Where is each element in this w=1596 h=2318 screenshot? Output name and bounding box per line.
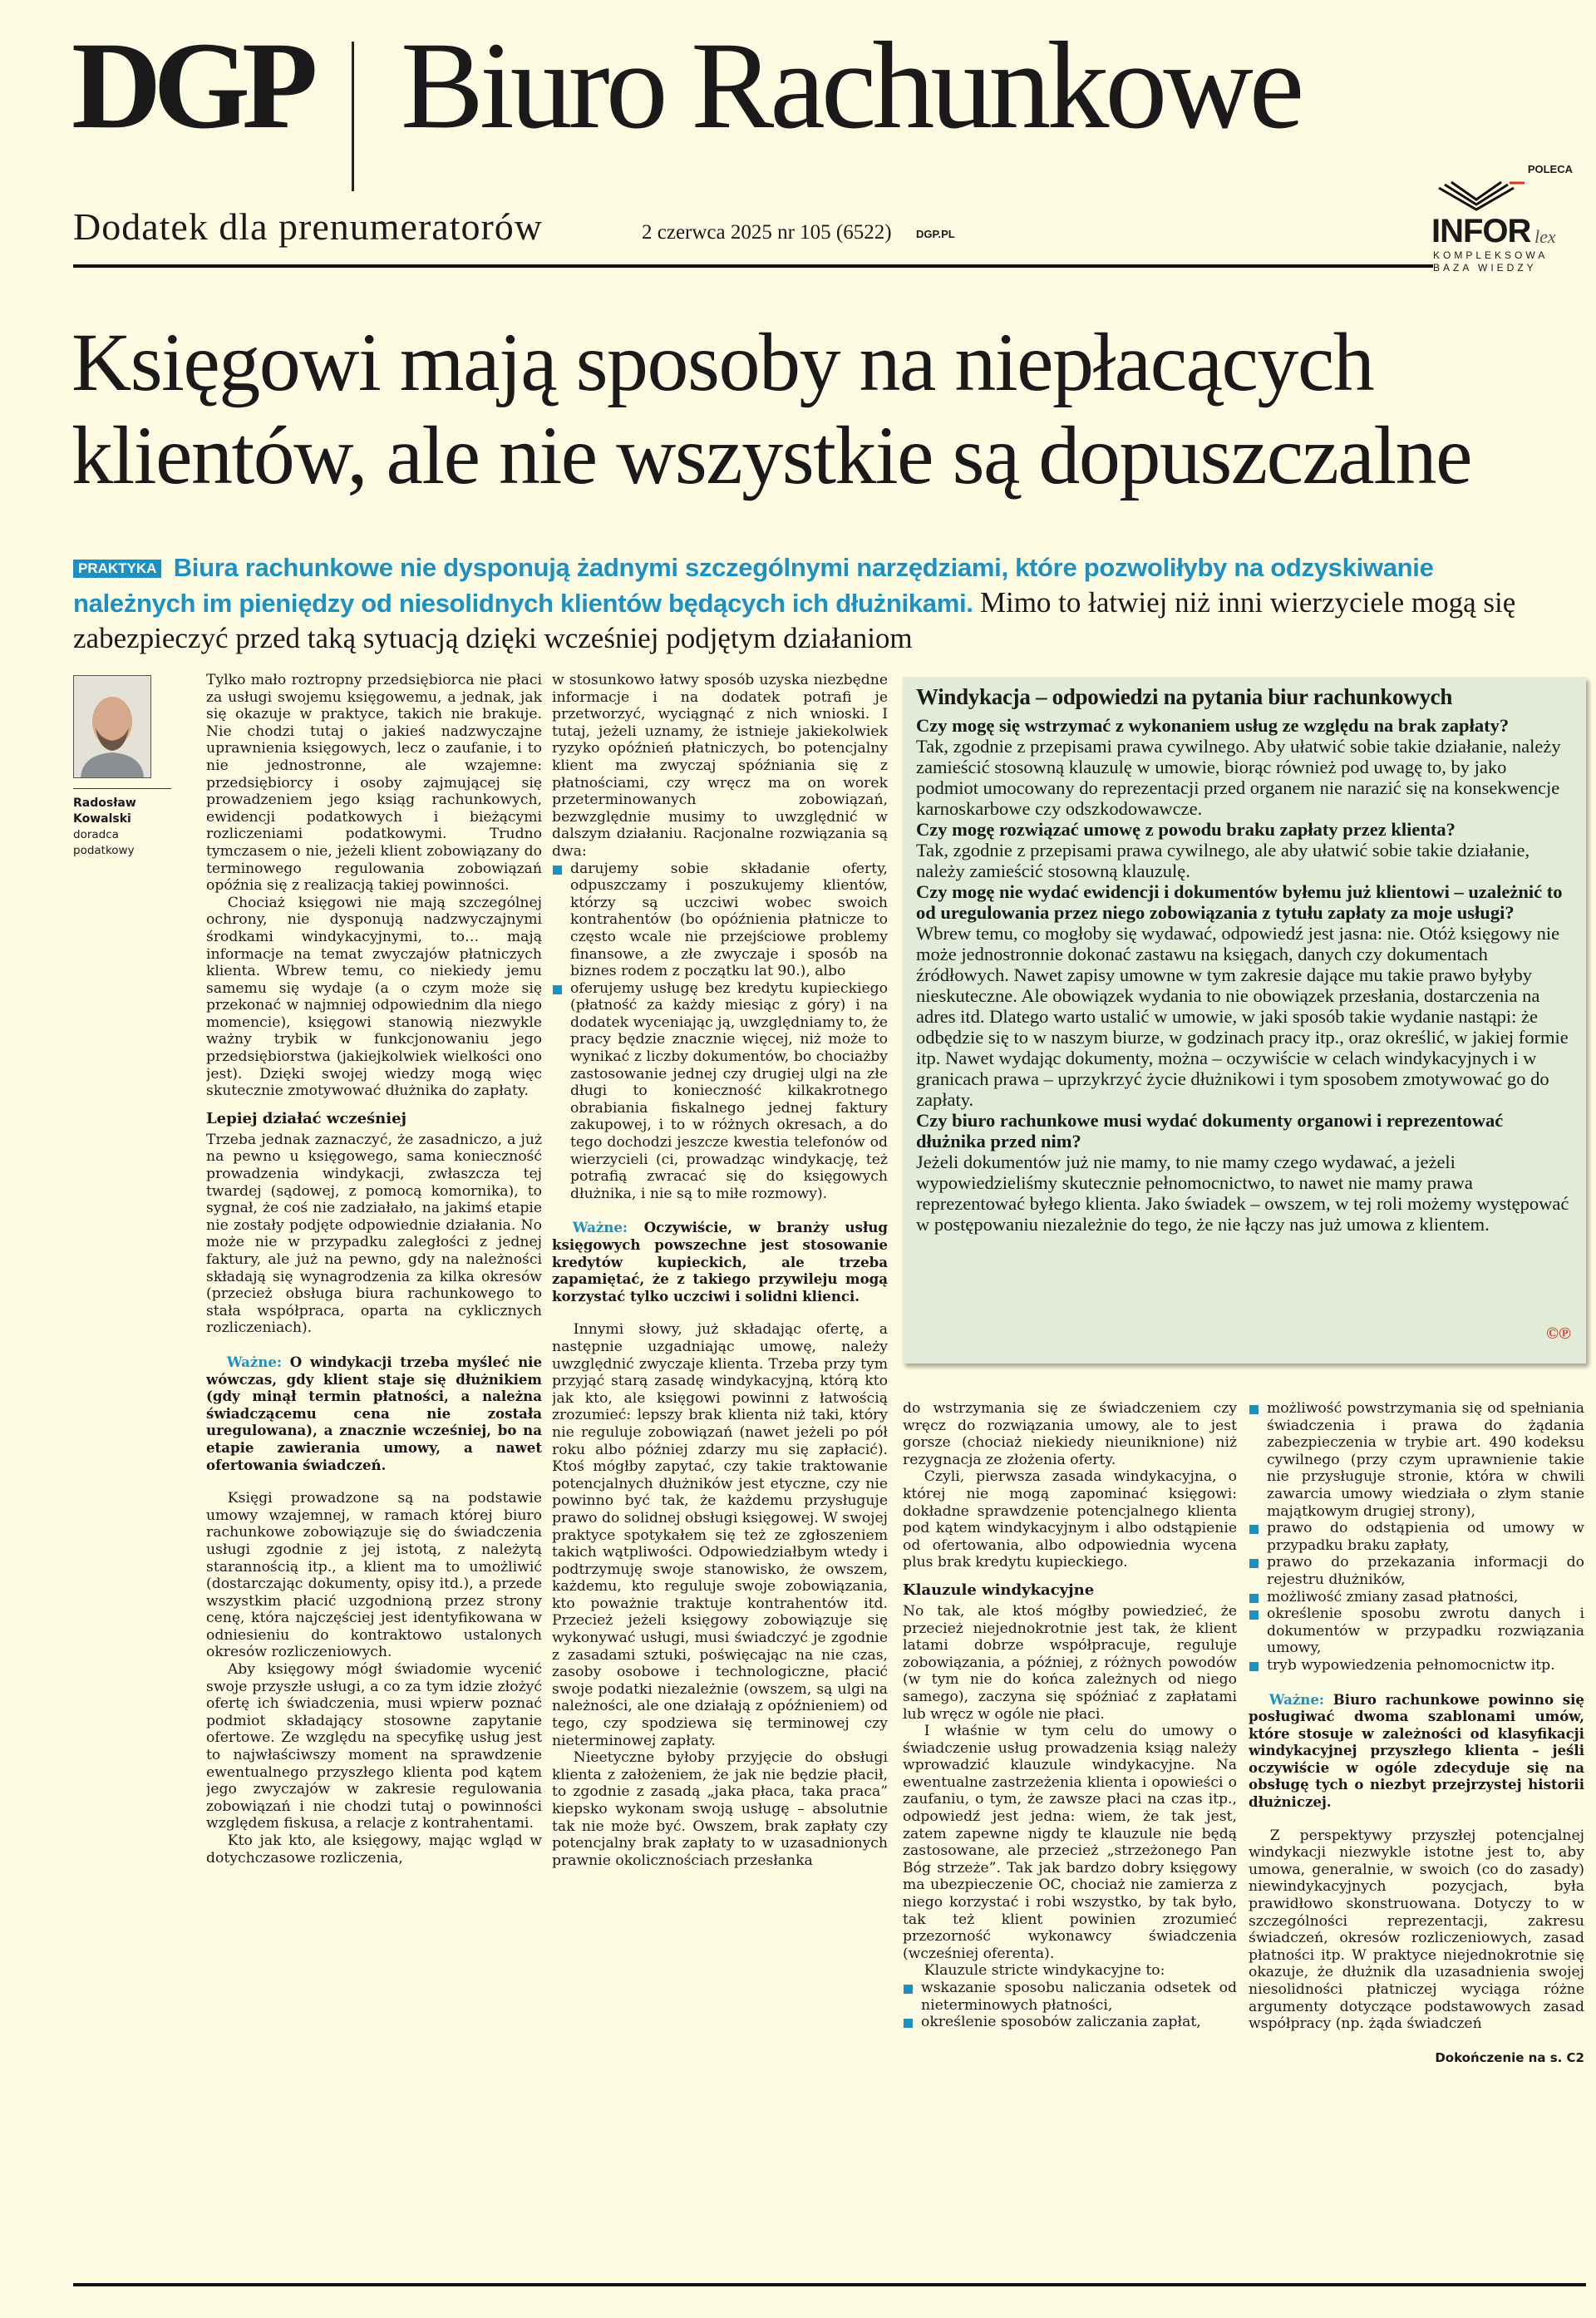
bullet-item bbox=[552, 980, 888, 1203]
bullet-item bbox=[1249, 1589, 1584, 1606]
author-role-1: doradca bbox=[73, 828, 119, 841]
bullet-item bbox=[903, 1980, 1237, 2014]
author-name-last: Kowalski bbox=[73, 812, 131, 826]
copyright-icon: ©℗ bbox=[1546, 1324, 1571, 1343]
bullet-text: określenie sposobu zwrotu danych i dokumentów w przypadku rozwiązania umowy, bbox=[1267, 1605, 1584, 1657]
article-column-3 bbox=[903, 1400, 1237, 2278]
bullet-text: możliwość zmiany zasad płatności, bbox=[1267, 1588, 1519, 1605]
paragraph: Tylko mało roztropny przedsiębiorca nie płaci za usługi swojemu księgowemu, a jednak, jak się okazuje w praktyce, takich nie brakuje. Nie chodzi tutaj o jakieś nadzwyczajne uprawnienia księgowych, lecz o zaufanie, i to nie jednostronne, ale wzajemne: przedsiębiorcy i osoby zajmującej się prowadzeniem jego ksiąg rachunkowych, ewidencji podatkowych i bieżącymi rozliczeniami podatkowymi. Trudno tymczasem o nie, jeżeli klient zobowiązany do terminowego regulowania zobowiązań opóźnia się z realizacją takiej powinności. bbox=[206, 672, 542, 895]
paragraph: Nieetyczne byłoby przyjęcie do obsługi klienta z założeniem, że jak nie będzie płacił, to zgodnie z zasadą „jaka płaca, taka praca” kiepsko wykonam swoją usługę – absolutnie tak nie może być. Owszem, brak zapłaty czy potencjalny brak zapłaty to w uzasadnionych prawnie okolicznościach przesłanka bbox=[552, 1749, 888, 1869]
lead-text: Mimo to łatwiej niż inni wierzyciele mogą się zabezpieczyć przed taką sytuacją dzięki wcześniej podjętym działaniom bbox=[73, 586, 1516, 654]
logo-tagline-2: BAZA WIEDZY bbox=[1433, 262, 1537, 274]
section-title: Biuro Rachunkowe bbox=[401, 17, 1301, 155]
article-headline: Księgowi mają sposoby na niepłacących klientów, ale nie wszystkie są dopuszczalne bbox=[71, 316, 1471, 501]
paragraph: Klauzule stricte windykacyjne to: bbox=[924, 1962, 1165, 1980]
qa-answer: Tak, zgodnie z przepisami prawa cywilnego. Aby ułatwić sobie takie działanie, należy zamieścić stosowną klauzulę w umowie, biorąc również pod uwagę to, by jako podmiot umocowany do reprezentacji przed organem nie narazić się na konsekwencje karnoskarbowe czy odszkodowawcze. bbox=[916, 736, 1561, 819]
important-text: Biuro rachunkowe powinno się posługiwać dwoma szablonami umów, które stosuje w zależności od klasyfikacji windykacyjnej przyszłego klienta – jeśli oczywiście w ogóle zdecyduje się na obsługę tych o niezbyt przejrzystej historii dłużniczej. bbox=[1249, 1690, 1584, 1811]
issue-info: 2 czerwca 2025 nr 105 (6522) bbox=[642, 221, 892, 244]
qa-box-title: Windykacja – odpowiedzi na pytania biur rachunkowych bbox=[916, 684, 1453, 709]
important-label: Ważne: bbox=[1268, 1690, 1325, 1708]
paragraph: Czyli, pierwsza zasada windykacyjna, o której nie mogą zapominać księgowi: dokładne sprawdzenie potencjalnego klienta pod kątem windykacyjnym i albo odstąpienie od ofertowania, albo odpowiednia wycena plus brak kredytu kupieckiego. bbox=[903, 1468, 1237, 1571]
bullet-item bbox=[1249, 1520, 1584, 1554]
important-text: Oczywiście, w branży usług księgowych powszechne jest stosowanie kredytów kupieckich, ale trzeba zapamiętać, że z takiego przywileju mogą korzystać tylko uczciwi i solidni klienci. bbox=[552, 1219, 888, 1304]
paragraph: Innymi słowy, już składając ofertę, a następnie uzgadniając umowę, należy uwzględnić zwyczaje klienta. Trzeba przy tym przyjąć starą zasadę windykacyjną, którą kto jak kto, ale księgowi powinni z łatwością zrozumieć: lepszy brak klienta niż taki, który nie reguluje zobowiązań (nawet jeżeli po pół roku albo później zdarzy mu się zapłacić). Ktoś mógłby zapytać, czy takie traktowanie potencjalnych dłużników jest etyczne, czy nie powinno być tak, że każdemu przysługuje prawo do solidnej obsługi księgowej. W swojej praktyce spotykałem się też ze zgłoszeniem takich wątpliwości. Odpowiedziałbym wtedy i podtrzymuję swoje stanowisko, że owszem, każdemu, kto reguluje swoje zobowiązania, kto poważnie traktuje kontrahentów itd. Przecież jeżeli księgowy zobowiązuje się wykonywać usługi, musi świadczyć je zgodnie z zasadami sztuki, poświęcając na nie czas, zasoby osobowe i technologiczne, płacić swoje podatki niezależnie (owszem, są ulgi na należności, ale one działają z opóźnieniem) od tego, czy spodziewa się terminowej czy nieterminowej zapłaty. bbox=[552, 1321, 888, 1749]
article-column-1 bbox=[206, 672, 542, 2278]
bullet-square-icon bbox=[1249, 1525, 1259, 1534]
qa-item bbox=[916, 881, 1573, 1110]
paragraph: Księgi prowadzone są na podstawie umowy wzajemnej, w ramach której biuro rachunkowe zobowiązuje się do świadczenia usługi zgodnie z jej istotą, z należytą starannością itp., a klient ma to umożliwić (dostarczając dokumenty, opisy itd.), a przede wszystkim płacić uzgodnioną przez strony cenę, która najczęściej jest identyfikowana w odniesieniu do kontraktowo ustalonych okresów rozliczeniowych. bbox=[206, 1490, 542, 1661]
bullet-item bbox=[903, 2014, 1237, 2031]
bullet-item bbox=[1249, 1554, 1584, 1588]
page-bottom-rule bbox=[73, 2283, 1586, 2286]
supplement-subtitle: Dodatek dla prenumeratorów bbox=[73, 205, 544, 248]
bullet-square-icon bbox=[553, 866, 562, 875]
book-icon bbox=[1435, 181, 1526, 215]
bullet-item bbox=[1249, 1400, 1584, 1520]
poleca-label: POLECA bbox=[1527, 163, 1573, 175]
qa-question: Czy mogę się wstrzymać z wykonaniem usług ze względu na brak zapłaty? bbox=[916, 715, 1510, 736]
bullet-text: możliwość powstrzymania się od spełniania świadczenia i prawa do żądania zabezpieczenia w trybie art. 490 kodeksu cywilnego (przy czym uprawnienie takie nie przysługuje stronie, która w chwili zawarcia umowy wiedziała o złym stanie majątkowym drugiej strony), bbox=[1267, 1400, 1584, 1520]
logo-tagline-1: KOMPLEKSOWA bbox=[1433, 249, 1549, 261]
important-note bbox=[1249, 1691, 1584, 1811]
important-note bbox=[206, 1354, 542, 1473]
bullet-text: oferujemy usługę bez kredytu kupieckiego (płatność za każdy miesiąc z góry) i na dodatek wyceniając ją, uwzględniamy to, że pracy będzie znacznie więcej, niż może to wynikać z liczby dokumentów, bo chociażby zastosowanie jednej czy drugiej ulgi na złe długi to konieczność kilkakrotnego obrabiania fiskalnego jednej faktury zakupowej, i to w różnych okresach, a do tego dochodzi jeszcze kwestia telefonów od wierzycieli (ci, prowadząc windykację, też potrafią zwracać się do księgowych dłużnika, i nie są to miłe rozmowy). bbox=[570, 979, 888, 1202]
paragraph: Kto jak kto, ale księgowy, mając wgląd w dotychczasowe rozliczenia, bbox=[206, 1832, 542, 1867]
paragraph: Trzeba jednak zaznaczyć, że zasadniczo, a już na pewno u księgowego, sama konieczność prowadzenia windykacji, zwłaszcza tej twardej (sądowej, z pomocą komornika), to sygnał, że coś nie zadziałało, na jakimś etapie nie zostały podjęte odpowiednie działania. No może nie w przypadku zaległości z jednej faktury, ale już na pewno, gdy na należności składają się wynagrodzenia za kilka okresów (przecież obsługa biura rachunkowego to stała współpraca, oparta na cyklicznych rozliczeniach). bbox=[206, 1131, 542, 1337]
paragraph: No tak, ale ktoś mógłby powiedzieć, że przecież niejednokrotnie jest tak, że klient latami dobrze współpracuje, reguluje zobowiązania, a później, z różnych powodów (w tym nie do końca zależnych od niego samego), zaczyna się spóźniać z zapłatami lub wręcz w ogóle nie płaci. bbox=[903, 1602, 1237, 1723]
bullet-text: określenie sposobów zaliczania zapłat, bbox=[921, 2014, 1201, 2031]
paragraph: Aby księgowy mógł świadomie wycenić swoje przyszłe usługi, a co za tym idzie złożyć ofertę ich świadczenia, musi wpierw poznać podmiot składający stosowne zapytanie ofertowe. Ze względu na specyfikę usług jest to najwłaściwszy moment na sprawdzenie ewentualnego przyszłego klienta pod kątem jego zwyczajów w zakresie regulowania zobowiązań i nie chodzi tutaj o powinności względem fiskusa, a relacje z kontrahentami. bbox=[206, 1661, 542, 1832]
continuation-link[interactable]: Dokończenie na s. C2 bbox=[1435, 2049, 1584, 2065]
qa-question: Czy mogę rozwiązać umowę z powodu braku zapłaty przez klienta? bbox=[916, 819, 1456, 840]
bullet-text: prawo do przekazania informacji do rejestru dłużników, bbox=[1267, 1554, 1584, 1588]
bullet-item bbox=[1249, 1605, 1584, 1657]
paragraph: I właśnie w tym celu do umowy o świadczenie usług prowadzenia ksiąg należy wprowadzić klauzule windykacyjne. Na ewentualne zastrzeżenia klienta i opowieści o zaufaniu, o tym, że zawsze płaci na czas itp., odpowiedź jest jedna: wiem, że tak jest, zatem zapewne nigdy te klauzule nie będą zastosowane, ale przecież „strzeżonego Pan Bóg strzeże”. Tak jak bardzo dobry księgowy ma ubezpieczenie OC, chociaż nie zamierza z niego korzystać i robi wszystko, by tak było, tak też klient powinien zrozumieć przezorność wykonawcy świadczenia (wcześniej oferenta). bbox=[903, 1723, 1237, 1962]
article-column-2 bbox=[552, 672, 888, 2278]
bullet-text: darujemy sobie składanie oferty, odpuszczamy i poszukujemy klientów, którzy są uczciwi wobec swoich kontrahentów (bo opóźnienia płatnicze to często wcale nie przejściowe problemy finansowe, a złe zwyczaje i sposób na biznes rodem z początku lat 90.), albo bbox=[570, 860, 888, 980]
qa-item bbox=[916, 715, 1573, 819]
bullet-text: wskazanie sposobu naliczania odsetek od nieterminowych płatności, bbox=[921, 1980, 1237, 2014]
bullet-square-icon bbox=[553, 985, 562, 994]
article-column-4 bbox=[1249, 1400, 1584, 2278]
bullet-square-icon bbox=[904, 1985, 913, 1994]
important-text: O windykacji trzeba myśleć nie wówczas, gdy klient staje się dłużnikiem (gdy minął termin płatności, a należna świadczącemu cena nie została uregulowana), a znacznie wcześniej, bo na etapie zawierania umowy, a nawet ofertowania świadczeń. bbox=[206, 1353, 542, 1473]
bullet-text: prawo do odstąpienia od umowy w przypadku braku zapłaty, bbox=[1267, 1520, 1584, 1554]
category-badge: PRAKTYKA bbox=[73, 560, 161, 578]
paragraph: do wstrzymania się ze świadczeniem czy wręcz do rozwiązania umowy, ale to jest gorsze (chociaż niekiedy nieuniknione) niż rezygnacja ze złożenia oferty. bbox=[903, 1400, 1237, 1468]
bullet-square-icon bbox=[1249, 1610, 1259, 1620]
author-role-2: podatkowy bbox=[73, 844, 135, 857]
important-label: Ważne: bbox=[226, 1353, 283, 1370]
paragraph: Z perspektywy przyszłej potencjalnej windykacji niezwykle istotne jest to, aby umowa, generalnie, w swoich (co do zasady) niewindykacyjnych pozycjach, była prawidłowo skonstruowana. Dotyczy to w szczególności reprezentacji, zakresu świadczeń, okresów rozliczeniowych, zasad płatności itp. W praktyce niejednokrotnie się okazuje, że dłużnik dla uzasadnienia swojej niesolidności płatniczej wyciąga różne argumenty dotyczące podstawowych zasad współpracy (np. żąda świadczeń bbox=[1249, 1827, 1584, 2033]
bullet-square-icon bbox=[1249, 1594, 1259, 1603]
bullet-square-icon bbox=[1249, 1662, 1259, 1671]
qa-sidebar-box bbox=[903, 677, 1586, 1364]
important-label: Ważne: bbox=[572, 1219, 628, 1236]
author-photo bbox=[73, 675, 151, 778]
bullet-square-icon bbox=[904, 2019, 913, 2028]
bullet-item bbox=[552, 861, 888, 980]
qa-item bbox=[916, 1110, 1573, 1235]
infor-lex-logo bbox=[1428, 163, 1578, 279]
important-note bbox=[552, 1219, 888, 1304]
bullet-item bbox=[1249, 1657, 1584, 1674]
lead-highlight: Biura rachunkowe nie dysponują żadnymi szczególnymi narzędziami, które pozwoliłyby na odzyskiwanie należnych im pieniędzy od niesolidnych klientów będących ich dłużnikami. bbox=[73, 553, 1434, 618]
infor-wordmark: INFOR bbox=[1431, 213, 1531, 249]
masthead-divider bbox=[352, 42, 354, 191]
site-link[interactable]: DGP.PL bbox=[916, 228, 955, 240]
masthead-rule bbox=[73, 264, 1433, 268]
author-rule bbox=[73, 788, 171, 789]
section-heading: Klauzule windykacyjne bbox=[903, 1581, 1095, 1599]
paragraph: Chociaż księgowi nie mają szczególnej ochrony, nie dysponują nadzwyczajnymi środkami windykacyjnymi, to… mają informacje na temat zwyczajów płatniczych klienta. Wbrew temu, co niekiedy jemu samemu się wydaje (a o czym może się przekonać w najmniej odpowiednim dla niego momencie), księgowi stanowią niezwykle ważny trybik w funkcjonowaniu jego przedsiębiorstwa (jakiejkolwiek wielkości ono jest). Dzięki swojej wiedzy mogą więc skutecznie zmotywować dłużnika do zapłaty. bbox=[206, 894, 542, 1100]
author-byline bbox=[73, 675, 198, 859]
logo-tagline bbox=[1433, 249, 1548, 274]
section-heading: Lepiej działać wcześniej bbox=[206, 1109, 407, 1127]
paragraph: w stosunkowo łatwy sposób uzyska niezbędne informacje i na dodatek potrafi je przetworzyć, wyciągnąć z nich wnioski. I tutaj, jeżeli uznamy, że istnieje jakiekolwiek ryzyko opóźnień płatniczych, bo potencjalny klient ma zwyczaj spóźniania się z płatnościami, czy wręcz ma on worek przeterminowanych zobowiązań, bezwzględnie musimy to uwzględnić w dalszym działaniu. Racjonalne rozwiązania są dwa: bbox=[552, 672, 888, 860]
bullet-square-icon bbox=[1249, 1559, 1259, 1568]
qa-question: Czy mogę nie wydać ewidencji i dokumentów byłemu już klientowi – uzależnić to od uregulowania przez niego zobowiązania z tytułu zapłaty za moje usługi? bbox=[916, 881, 1563, 923]
qa-list bbox=[903, 715, 1586, 1235]
qa-item bbox=[916, 819, 1573, 881]
bullet-square-icon bbox=[1249, 1405, 1259, 1414]
author-name-first: Radosław bbox=[73, 797, 136, 810]
lex-wordmark: lex bbox=[1534, 226, 1556, 247]
qa-answer: Tak, zgodnie z przepisami prawa cywilnego, ale aby ułatwić sobie takie działanie, należy zamieścić stosowną klauzulę. bbox=[916, 840, 1530, 881]
brand-logo: DGP bbox=[71, 17, 310, 155]
bullet-text: tryb wypowiedzenia pełnomocnictw itp. bbox=[1267, 1656, 1555, 1674]
qa-question: Czy biuro rachunkowe musi wydać dokumenty organowi i reprezentować dłużnika przed nim? bbox=[916, 1110, 1504, 1152]
qa-answer: Wbrew temu, co mogłoby się wydawać, odpowiedź jest jasna: nie. Otóż księgowy nie może jednostronnie dokonać zastawu na księgach, danych czy dokumentach źródłowych. Nawet zapisy umowne w tym zakresie dające mu takie prawo byłyby nieskuteczne. Ale obowiązek wydania to nie obowiązek przesłania, dostarczenia na adres itd. Dlatego warto ustalić w umowie, w jaki sposób takie wydanie nastąpi: że odbędzie się to w naszym biurze, w godzinach pracy itp., oraz określić, w jakiej formie itp. Nawet wydając dokumenty, można – oczywiście w celach windykacyjnych i w granicach prawa – uprzykrzyć życie dłużnikowi i tym sposobem zmotywować go do zapłaty. bbox=[916, 923, 1569, 1110]
article-lead bbox=[73, 550, 1520, 657]
qa-answer: Jeżeli dokumentów już nie mamy, to nie mamy czego wydawać, a jeżeli wypowiedzieliśmy skutecznie pełnomocnictwo, to nawet nie mamy prawa reprezentować byłego klienta. Jako świadek – owszem, w tej roli możemy występować w postępowaniu niezależnie do tego, że nie łączy nas już umowa z klientem. bbox=[916, 1152, 1569, 1235]
